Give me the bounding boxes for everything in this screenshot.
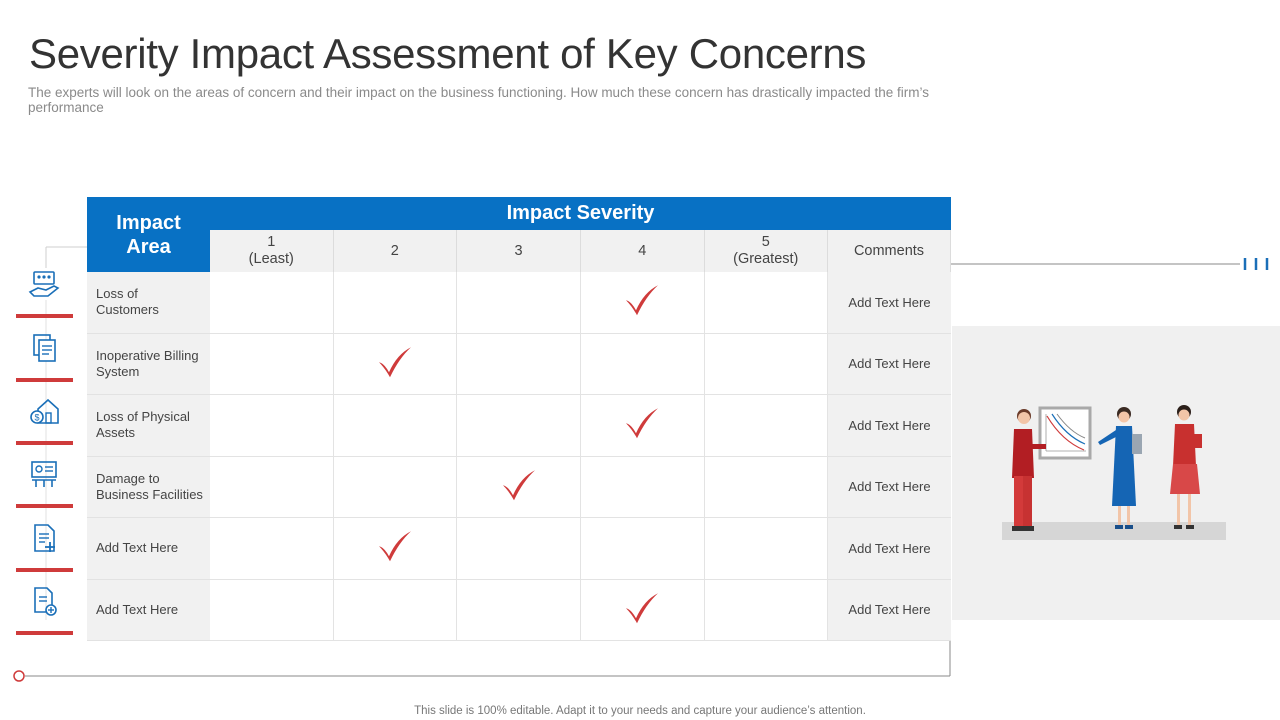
severity-cell	[705, 272, 829, 334]
comment-cell: Add Text Here	[828, 272, 951, 334]
table-row	[87, 580, 951, 642]
severity-cell	[705, 580, 829, 642]
severity-cell	[581, 395, 705, 457]
severity-column-header-4: 4	[581, 230, 705, 272]
impact-area-label: Loss of Physical Assets	[87, 395, 210, 457]
comment-cell: Add Text Here	[828, 457, 951, 519]
severity-cell	[334, 334, 458, 396]
checkmark-icon	[499, 467, 539, 503]
footer-note: This slide is 100% editable. Adapt it to your needs and capture your audience’s attention.	[414, 705, 866, 717]
timeline-start-dot	[14, 671, 24, 681]
severity-column-header-2: 2	[334, 230, 458, 272]
customers-hand-icon	[28, 268, 60, 300]
icon-underline-bar	[16, 504, 73, 508]
icon-underline-bar	[16, 314, 73, 318]
checkmark-icon	[622, 405, 662, 441]
svg-text:$: $	[34, 412, 40, 423]
table-row	[87, 518, 951, 580]
severity-cell	[457, 272, 581, 334]
table-row	[87, 457, 951, 519]
comments-column-header: Comments	[828, 230, 951, 272]
concern-icon-marker	[16, 395, 73, 451]
severity-cell	[210, 518, 334, 580]
severity-cell	[457, 334, 581, 396]
severity-cell	[705, 334, 829, 396]
icon-underline-bar	[16, 378, 73, 382]
severity-cell	[457, 518, 581, 580]
severity-cell	[581, 457, 705, 519]
severity-cell	[457, 580, 581, 642]
checkmark-icon	[622, 282, 662, 318]
severity-cell	[334, 518, 458, 580]
concern-icon-marker	[16, 585, 73, 641]
table-row	[87, 395, 951, 457]
severity-cell	[210, 457, 334, 519]
file-plus-icon	[28, 585, 60, 617]
impact-severity-header: Impact Severity	[210, 197, 951, 230]
concern-icon-marker	[16, 268, 73, 324]
impact-area-header: Impact Area	[87, 197, 210, 272]
severity-cell	[581, 272, 705, 334]
impact-area-label: Loss of Customers	[87, 272, 210, 334]
severity-column-header-3: 3	[457, 230, 581, 272]
severity-cell	[334, 580, 458, 642]
presentation-board-icon	[28, 458, 60, 490]
severity-cell	[210, 334, 334, 396]
comment-cell: Add Text Here	[828, 334, 951, 396]
icon-underline-bar	[16, 568, 73, 572]
checkmark-icon	[622, 590, 662, 626]
severity-cell	[581, 334, 705, 396]
severity-table	[87, 197, 951, 641]
severity-cell	[210, 272, 334, 334]
concern-icon-marker	[16, 332, 73, 388]
tick-marks-icon	[1245, 258, 1267, 270]
icon-underline-bar	[16, 631, 73, 635]
severity-cell	[705, 395, 829, 457]
document-add-icon	[28, 522, 60, 554]
illustration-panel	[952, 326, 1280, 620]
table-row	[87, 334, 951, 396]
severity-column-header-1: 1 (Least)	[210, 230, 334, 272]
impact-area-label: Add Text Here	[87, 580, 210, 642]
table-row	[87, 272, 951, 334]
severity-cell	[705, 518, 829, 580]
house-dollar-icon	[28, 395, 60, 427]
severity-cell	[581, 518, 705, 580]
checkmark-icon	[375, 528, 415, 564]
comment-cell: Add Text Here	[828, 518, 951, 580]
severity-column-header-5: 5 (Greatest)	[705, 230, 829, 272]
severity-cell	[705, 457, 829, 519]
severity-cell	[457, 395, 581, 457]
concern-icon-marker	[16, 458, 73, 514]
checkmark-icon	[375, 344, 415, 380]
concern-icon-marker	[16, 522, 73, 578]
impact-area-label: Add Text Here	[87, 518, 210, 580]
slide-title: Severity Impact Assessment of Key Concerns	[29, 30, 867, 77]
severity-cell	[457, 457, 581, 519]
slide-subtitle: The experts will look on the areas of concern and their impact on the business functioning. How much these concern has drastically impacted the firm’s performance	[28, 85, 929, 115]
severity-cell	[334, 457, 458, 519]
comment-cell: Add Text Here	[828, 580, 951, 642]
severity-cell	[210, 580, 334, 642]
business-meeting-illustration	[952, 326, 1280, 620]
comment-cell: Add Text Here	[828, 395, 951, 457]
severity-cell	[581, 580, 705, 642]
impact-area-label: Damage to Business Facilities	[87, 457, 210, 519]
impact-area-label: Inoperative Billing System	[87, 334, 210, 396]
billing-documents-icon	[28, 332, 60, 364]
severity-cell	[210, 395, 334, 457]
severity-cell	[334, 395, 458, 457]
severity-cell	[334, 272, 458, 334]
icon-underline-bar	[16, 441, 73, 445]
